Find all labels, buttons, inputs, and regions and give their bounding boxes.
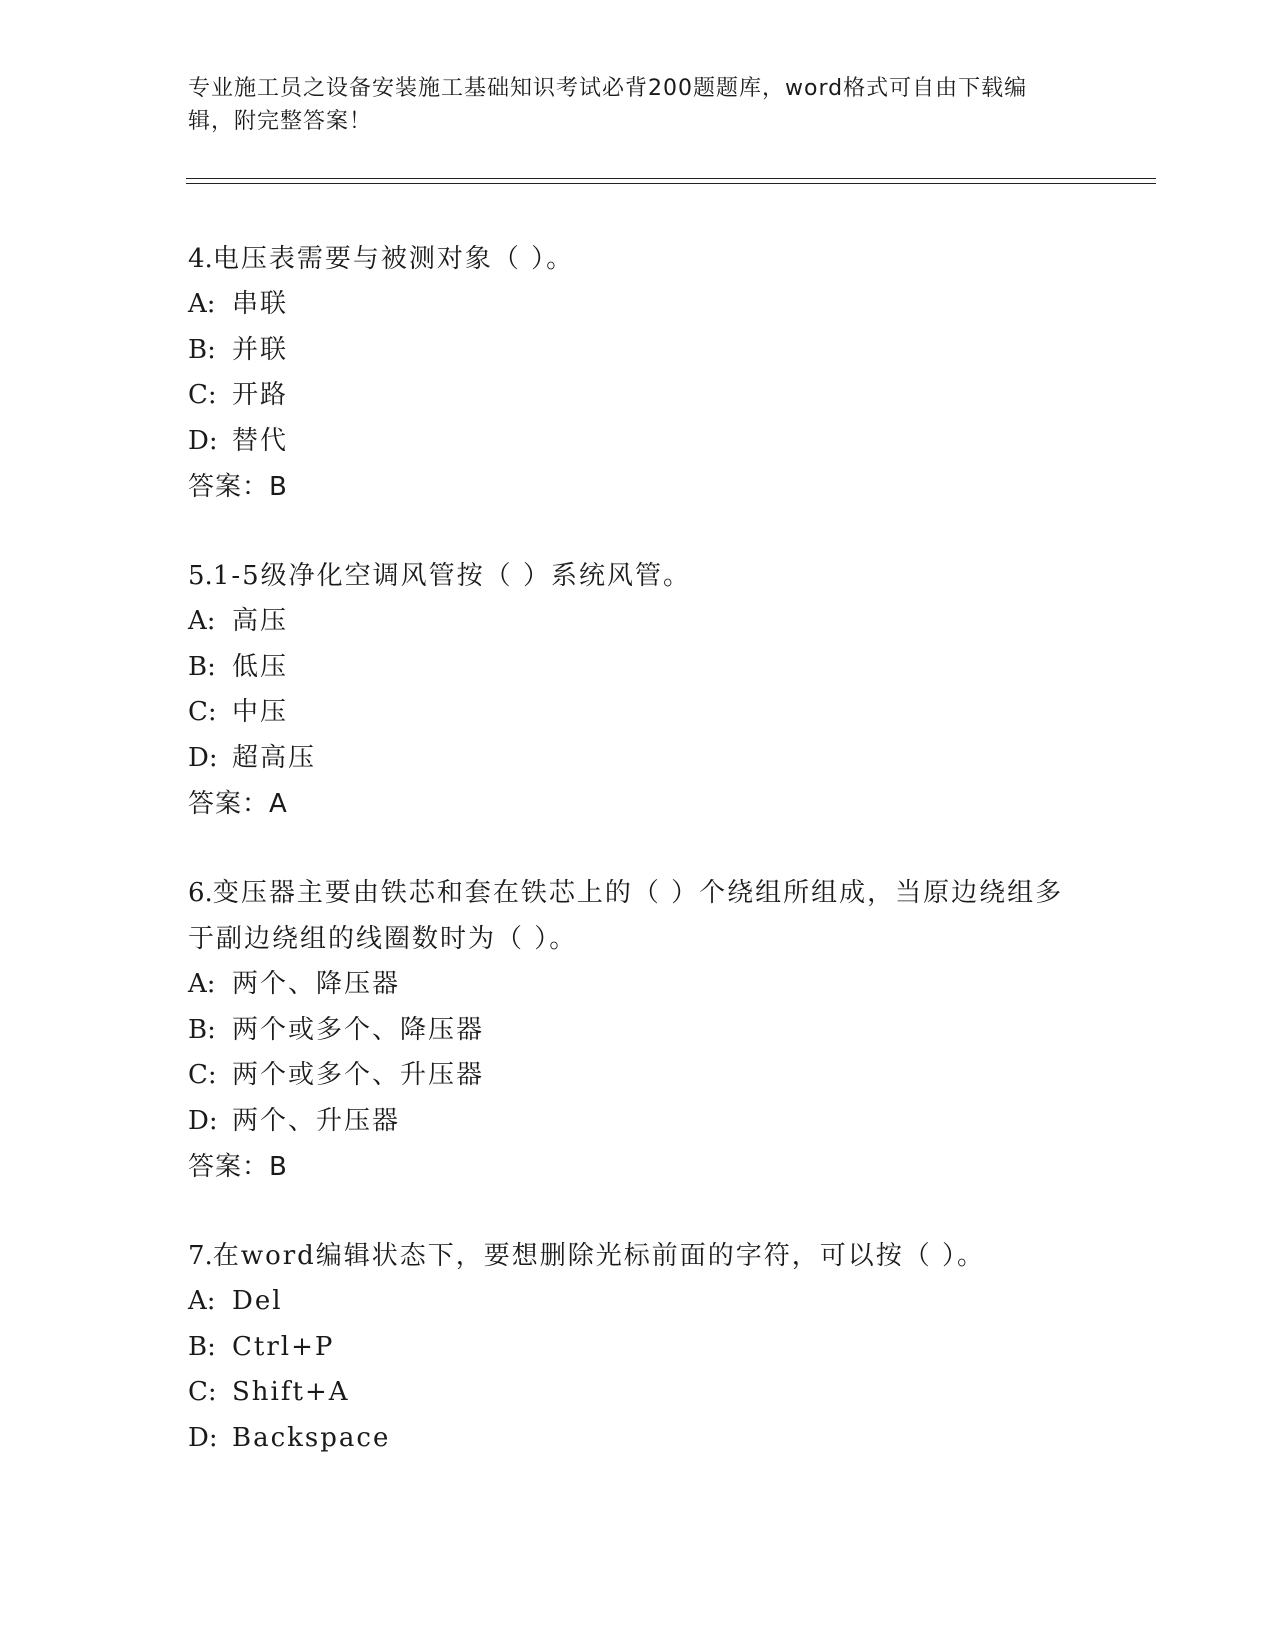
option-text: 两个、降压器 <box>232 969 401 999</box>
option-key: D: <box>188 1422 218 1453</box>
option-key: B: <box>188 334 216 365</box>
option-text: Backspace <box>232 1422 391 1453</box>
option-key: D: <box>188 425 218 456</box>
option-d <box>188 1416 1088 1462</box>
option-b <box>188 1008 1088 1054</box>
option-d <box>188 736 1088 782</box>
question-6 <box>188 870 1088 1190</box>
option-text: Shift+A <box>232 1377 350 1407</box>
option-key: D: <box>188 1105 218 1136</box>
question-7 <box>188 1233 1088 1461</box>
option-text: 中压 <box>232 697 289 727</box>
question-text: 在word编辑状态下，要想删除光标前面的字符，可以按（ ）。 <box>212 1241 986 1271</box>
option-b <box>188 1325 1088 1371</box>
question-text: 变压器主要由铁芯和套在铁芯上的（ ）个绕组所组成，当原边绕组多于副边绕组的线圈数时为（ ）。 <box>188 878 1064 954</box>
answer-line: 答案：A <box>188 789 288 819</box>
option-key: C: <box>188 1060 217 1090</box>
option-text: 两个、升压器 <box>232 1105 401 1136</box>
option-b <box>188 645 1088 691</box>
option-text: 高压 <box>232 606 289 636</box>
option-text: Ctrl+P <box>232 1331 335 1362</box>
option-key: A: <box>188 969 216 999</box>
question-5 <box>188 553 1088 827</box>
header-divider-line-second <box>186 183 1156 184</box>
question-text: 1-5级净化空调风管按（ ）系统风管。 <box>212 561 691 591</box>
option-key: A: <box>188 289 216 319</box>
option-text: Del <box>232 1286 283 1316</box>
option-a <box>188 282 1088 328</box>
question-list <box>188 236 1088 1504</box>
option-list <box>188 962 1088 1144</box>
option-c <box>188 373 1088 419</box>
header-divider-line <box>186 178 1156 179</box>
question-number: 4. <box>188 244 213 274</box>
question-stem <box>188 1233 1088 1279</box>
question-number: 7. <box>188 1241 213 1271</box>
option-a <box>188 962 1088 1008</box>
option-c <box>188 1370 1088 1416</box>
answer-line: 答案：B <box>188 472 288 502</box>
option-key: A: <box>188 1286 216 1316</box>
question-stem <box>188 553 1088 599</box>
option-key: B: <box>188 1014 216 1045</box>
question-number: 6. <box>188 878 213 908</box>
option-text: 超高压 <box>232 742 317 773</box>
option-key: C: <box>188 697 217 727</box>
option-text: 两个或多个、降压器 <box>232 1014 485 1045</box>
option-text: 开路 <box>232 380 289 410</box>
question-stem <box>188 236 1088 282</box>
option-b <box>188 328 1088 374</box>
option-text: 低压 <box>232 651 289 682</box>
option-d <box>188 1099 1088 1145</box>
option-d <box>188 419 1088 465</box>
option-key: C: <box>188 380 217 410</box>
option-text: 两个或多个、升压器 <box>232 1060 485 1090</box>
document-header-title: 专业施工员之设备安装施工基础知识考试必背200题题库，word格式可自由下载编辑，附完整答案！ <box>188 76 1028 134</box>
question-4 <box>188 236 1088 510</box>
option-key: A: <box>188 606 216 636</box>
option-key: C: <box>188 1377 217 1407</box>
option-c <box>188 690 1088 736</box>
option-text: 替代 <box>232 425 289 456</box>
option-key: D: <box>188 742 218 773</box>
option-text: 串联 <box>232 289 289 319</box>
option-key: B: <box>188 651 216 682</box>
option-list <box>188 1279 1088 1461</box>
answer-line: 答案：B <box>188 1152 288 1182</box>
option-key: B: <box>188 1331 216 1362</box>
question-text: 电压表需要与被测对象（ ）。 <box>212 244 575 274</box>
option-c <box>188 1053 1088 1099</box>
option-a <box>188 1279 1088 1325</box>
question-stem <box>188 870 1088 962</box>
option-list <box>188 282 1088 464</box>
question-number: 5. <box>188 561 213 591</box>
option-list <box>188 599 1088 781</box>
option-text: 并联 <box>232 334 289 365</box>
option-a <box>188 599 1088 645</box>
